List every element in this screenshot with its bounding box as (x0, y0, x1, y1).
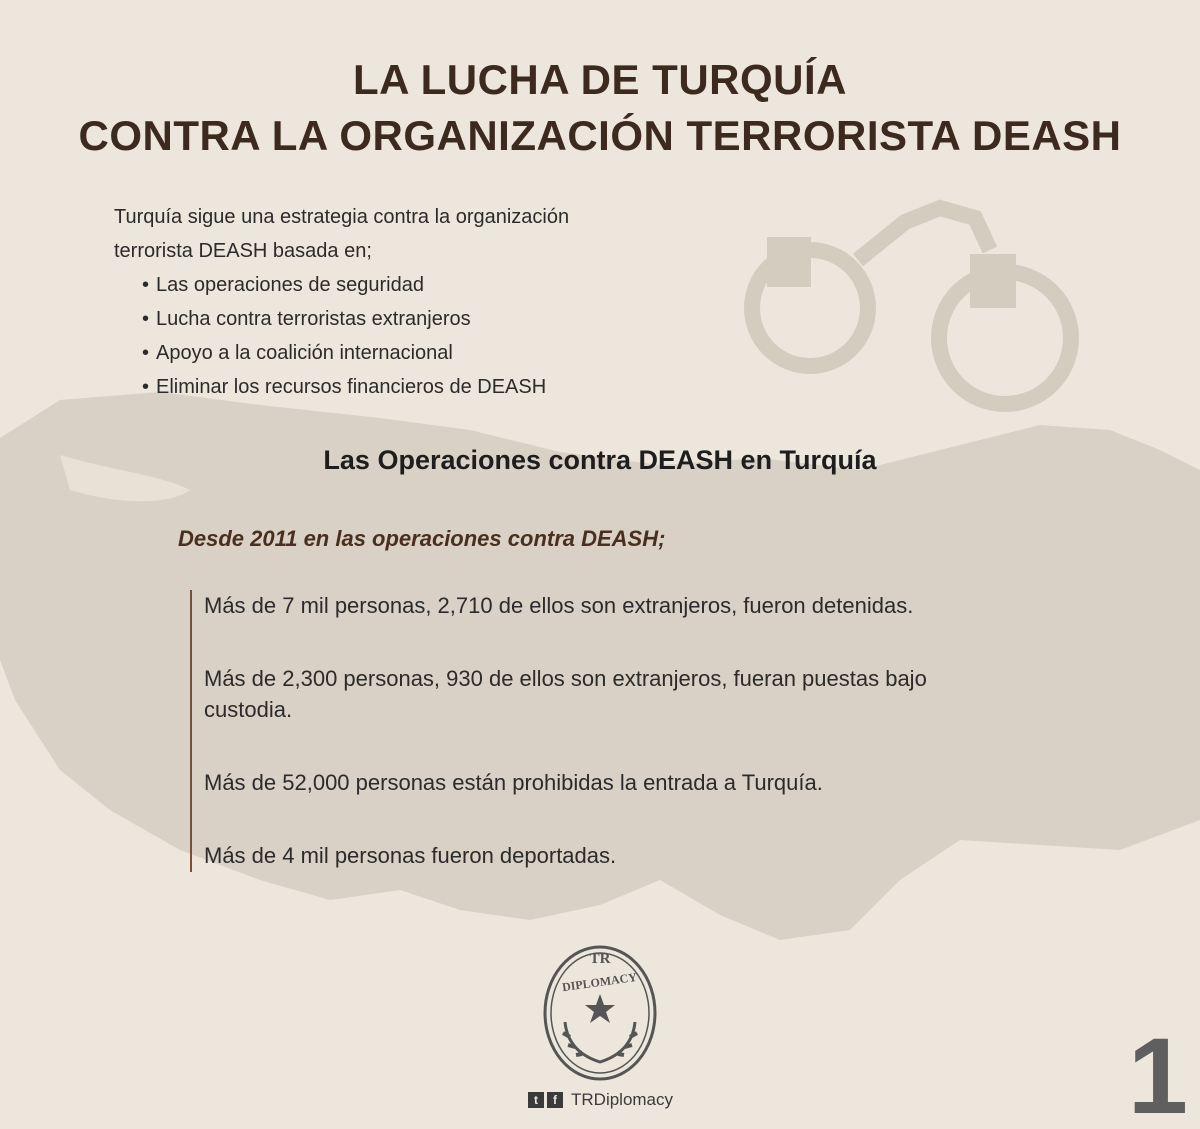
intro-line-2: terrorista DEASH basada en; (114, 240, 372, 262)
intro-block (114, 200, 674, 404)
stat-item: Más de 2,300 personas, 930 de ellos son extranjeros, fueran puestas bajo custodia. (204, 666, 927, 722)
title-line-1: LA LUCHA DE TURQUÍA (352, 56, 848, 103)
list-item: • Eliminar los recursos financieros de DEASH (142, 370, 674, 404)
intro-line-1: Turquía sigue una estrategia contra la organización (114, 206, 570, 228)
stat-item: Más de 52,000 personas están prohibidas la entrada a Turquía. (204, 770, 823, 795)
operations-subtitle: Desde 2011 en las operaciones contra DEASH; (178, 526, 666, 551)
stat-item: Más de 7 mil personas, 2,710 de ellos son extranjeros, fueron detenidas. (204, 593, 914, 618)
section-title: Las Operaciones contra DEASH en Turquía (323, 445, 877, 475)
list-item: • Las operaciones de seguridad (142, 268, 674, 302)
logo-text-tr: TR (589, 951, 611, 967)
social-handle-row (528, 1089, 673, 1111)
twitter-icon: t (528, 1092, 544, 1108)
handcuffs-icon (752, 208, 1071, 404)
stats-block (190, 590, 964, 872)
laurel-wreath-icon (565, 1022, 635, 1062)
list-item: • Lucha contra terroristas extranjeros (142, 302, 674, 336)
page-number: 1 (1127, 1015, 1188, 1129)
list-item: • Apoyo a la coalición internacional (142, 336, 674, 370)
facebook-icon: f (547, 1092, 563, 1108)
strategy-list (114, 268, 674, 404)
page-title (0, 52, 1200, 164)
title-line-2: CONTRA LA ORGANIZACIÓN TERRORISTA DEASH (78, 112, 1122, 159)
social-handle: TRDiplomacy (571, 1090, 674, 1109)
star-icon (585, 994, 615, 1023)
tr-diplomacy-logo (540, 942, 660, 1084)
logo-text-diplomacy: DIPLOMACY (561, 969, 638, 995)
stat-item: Más de 4 mil personas fueron deportadas. (204, 843, 617, 868)
